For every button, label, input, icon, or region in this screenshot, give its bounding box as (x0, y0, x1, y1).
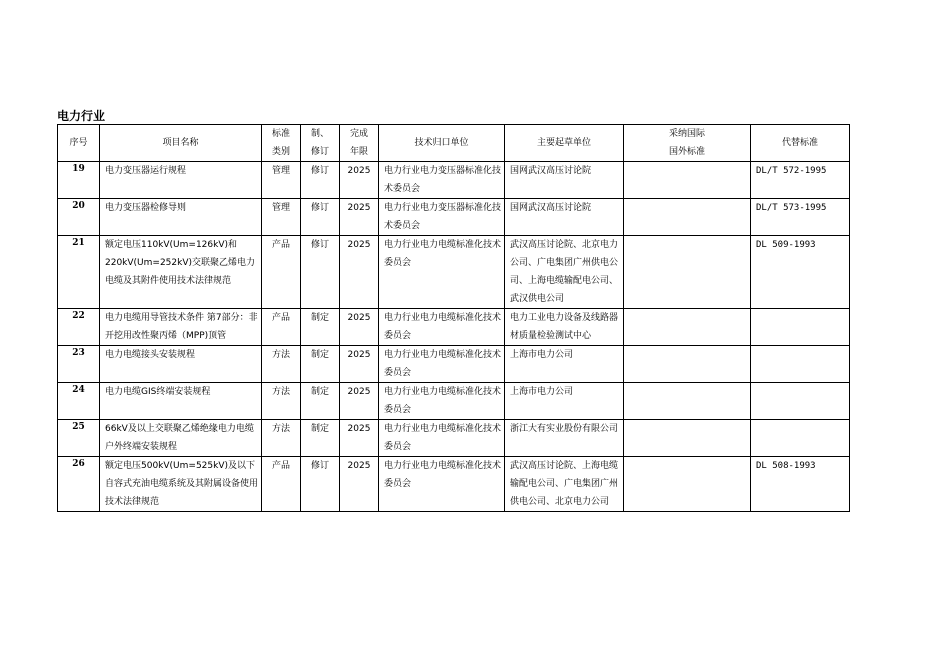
cell-seq: 24 (58, 383, 100, 420)
cell-year: 2025 (340, 383, 379, 420)
cell-replace (751, 346, 850, 383)
cell-year: 2025 (340, 162, 379, 199)
cell-name: 电力电缆接头安装规程 (100, 346, 262, 383)
cell-seq: 23 (58, 346, 100, 383)
header-name: 项目名称 (100, 125, 262, 162)
cell-type: 产品 (262, 309, 301, 346)
cell-tech: 电力行业电力电缆标准化技术委员会 (379, 457, 505, 512)
cell-year: 2025 (340, 199, 379, 236)
table-row (58, 309, 850, 346)
cell-tech: 电力行业电力电缆标准化技术委员会 (379, 383, 505, 420)
header-adopt: 采纳国际 国外标准 (624, 125, 751, 162)
cell-action: 制定 (301, 309, 340, 346)
table-row (58, 457, 850, 512)
cell-action: 修订 (301, 457, 340, 512)
cell-type: 产品 (262, 236, 301, 309)
header-replace: 代替标准 (751, 125, 850, 162)
cell-tech: 电力行业电力变压器标准化技术委员会 (379, 162, 505, 199)
cell-type: 管理 (262, 162, 301, 199)
cell-year: 2025 (340, 346, 379, 383)
cell-drafter: 电力工业电力设备及线路器材质量检验测试中心 (505, 309, 624, 346)
cell-type: 方法 (262, 346, 301, 383)
cell-tech: 电力行业电力电缆标准化技术委员会 (379, 346, 505, 383)
cell-seq: 25 (58, 420, 100, 457)
cell-tech: 电力行业电力电缆标准化技术委员会 (379, 236, 505, 309)
cell-name: 66kV及以上交联聚乙烯绝缘电力电缆户外终端安装规程 (100, 420, 262, 457)
header-action: 制、 修订 (301, 125, 340, 162)
cell-drafter: 浙江大有实业股份有限公司 (505, 420, 624, 457)
cell-replace: DL/T 573-1995 (751, 199, 850, 236)
cell-action: 制定 (301, 346, 340, 383)
cell-name: 电力变压器运行规程 (100, 162, 262, 199)
cell-drafter: 上海市电力公司 (505, 383, 624, 420)
table-header-row (58, 125, 850, 162)
table-row (58, 383, 850, 420)
cell-action: 修订 (301, 236, 340, 309)
cell-action: 修订 (301, 199, 340, 236)
cell-replace: DL/T 572-1995 (751, 162, 850, 199)
cell-adopt (624, 346, 751, 383)
cell-tech: 电力行业电力变压器标准化技术委员会 (379, 199, 505, 236)
cell-action: 制定 (301, 420, 340, 457)
cell-year: 2025 (340, 309, 379, 346)
cell-name: 额定电压110kV(Um=126kV)和220kV(Um=252kV)交联聚乙烯电力电缆及其附件使用技术法律规范 (100, 236, 262, 309)
cell-adopt (624, 309, 751, 346)
table-row (58, 346, 850, 383)
header-drafter: 主要起草单位 (505, 125, 624, 162)
cell-drafter: 国网武汉高压讨论院 (505, 162, 624, 199)
cell-tech: 电力行业电力电缆标准化技术委员会 (379, 309, 505, 346)
table-row (58, 162, 850, 199)
section-title: 电力行业 (57, 109, 106, 123)
header-year: 完成 年限 (340, 125, 379, 162)
cell-seq: 26 (58, 457, 100, 512)
header-tech: 技术归口单位 (379, 125, 505, 162)
cell-type: 方法 (262, 420, 301, 457)
cell-name: 电力变压器检修导则 (100, 199, 262, 236)
cell-adopt (624, 383, 751, 420)
table-row (58, 420, 850, 457)
cell-replace: DL 509-1993 (751, 236, 850, 309)
cell-adopt (624, 162, 751, 199)
cell-drafter: 武汉高压讨论院、上海电缆输配电公司、广电集团广州供电公司、北京电力公司 (505, 457, 624, 512)
cell-replace (751, 383, 850, 420)
standards-table (57, 124, 850, 512)
cell-seq: 22 (58, 309, 100, 346)
cell-tech: 电力行业电力电缆标准化技术委员会 (379, 420, 505, 457)
cell-year: 2025 (340, 236, 379, 309)
cell-type: 管理 (262, 199, 301, 236)
cell-drafter: 国网武汉高压讨论院 (505, 199, 624, 236)
cell-seq: 19 (58, 162, 100, 199)
table-row (58, 236, 850, 309)
cell-replace (751, 309, 850, 346)
cell-type: 产品 (262, 457, 301, 512)
cell-adopt (624, 457, 751, 512)
cell-action: 制定 (301, 383, 340, 420)
cell-seq: 20 (58, 199, 100, 236)
cell-action: 修订 (301, 162, 340, 199)
cell-seq: 21 (58, 236, 100, 309)
cell-replace (751, 420, 850, 457)
table-row (58, 199, 850, 236)
cell-drafter: 武汉高压讨论院、北京电力公司、广电集团广州供电公司、上海电缆输配电公司、武汉供电公司 (505, 236, 624, 309)
header-seq: 序号 (58, 125, 100, 162)
cell-drafter: 上海市电力公司 (505, 346, 624, 383)
cell-name: 电力电缆GIS终端安装规程 (100, 383, 262, 420)
header-type: 标准 类别 (262, 125, 301, 162)
cell-adopt (624, 199, 751, 236)
cell-name: 额定电压500kV(Um=525kV)及以下自容式充油电缆系统及其附属设备使用技术法律规范 (100, 457, 262, 512)
cell-adopt (624, 236, 751, 309)
cell-name: 电力电缆用导管技术条件 第7部分：非开挖用改性聚丙烯（MPP)顶管 (100, 309, 262, 346)
table-body (58, 162, 850, 512)
cell-year: 2025 (340, 457, 379, 512)
cell-year: 2025 (340, 420, 379, 457)
cell-replace: DL 508-1993 (751, 457, 850, 512)
cell-type: 方法 (262, 383, 301, 420)
cell-adopt (624, 420, 751, 457)
